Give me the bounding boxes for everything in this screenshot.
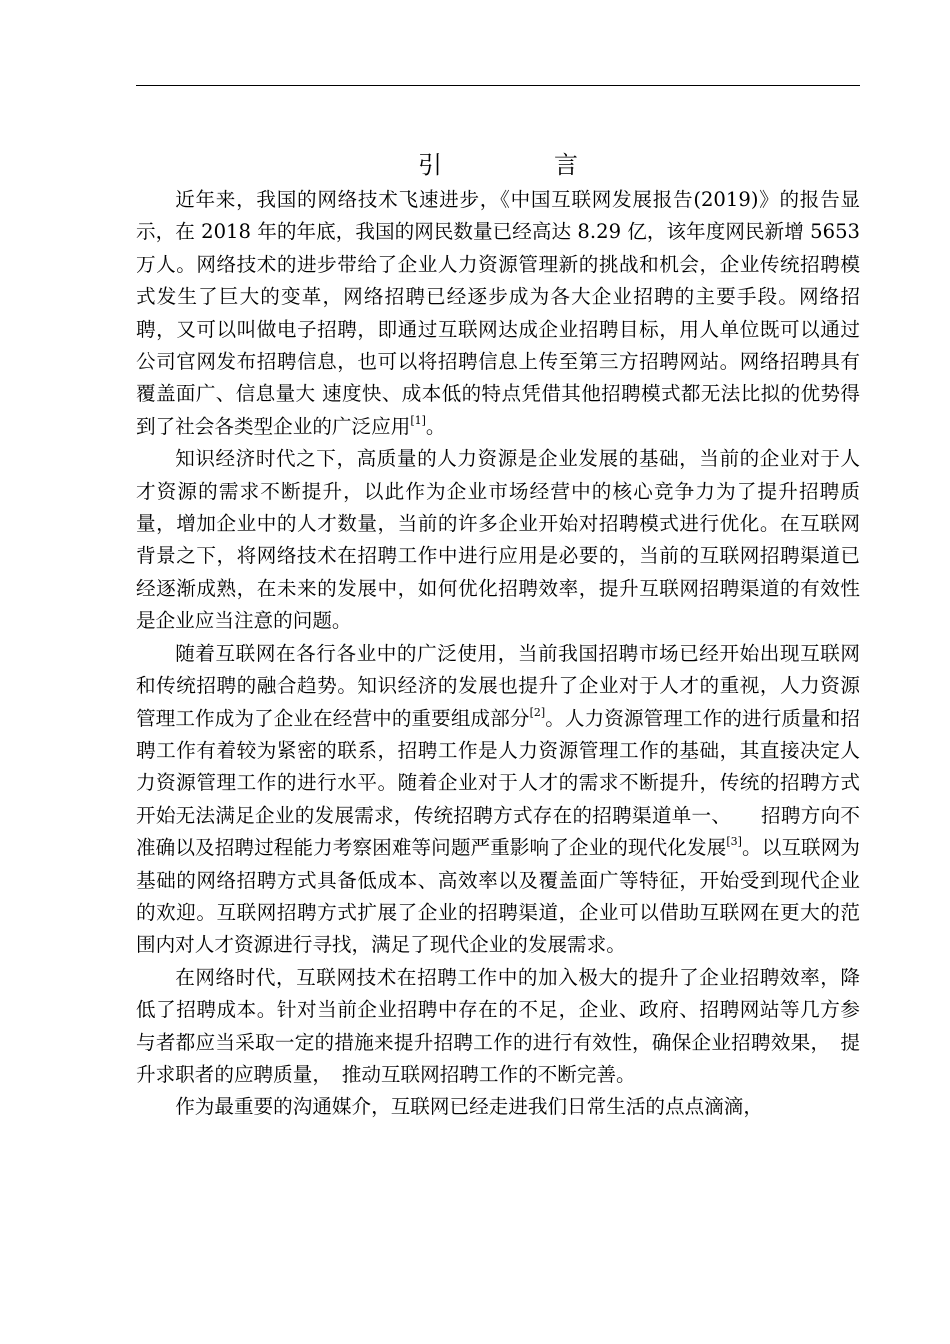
header-rule [136, 85, 860, 86]
paragraph-text: 在网络时代，互联网技术在招聘工作中的加入极大的提升了企业招聘效率，降低了招聘成本。针对当前企业招聘中存在的不足，企业、政府、招聘网站等几方参与者都应当采取一定的措施来提升招聘工作的进行有效性，确保企业招聘效果， 提升求职者的应聘质量， 推动互联网招聘工作的不断完善。 [136, 965, 860, 1086]
paragraph [136, 962, 860, 1092]
paragraph [136, 1091, 860, 1123]
citation-marker: [2] [529, 705, 546, 719]
paragraph-text: 知识经济时代之下，高质量的人力资源是企业发展的基础，当前的企业对于人才资源的需求不断提升，以此作为企业市场经营中的核心竞争力为了提升招聘质量，增加企业中的人才数量，当前的许多企业开始对招聘模式进行优化。在互联网背景之下，将网络技术在招聘工作中进行应用是必要的，当前的互联网招聘渠道已经逐渐成熟，在未来的发展中，如何优化招聘效率，提升互联网招聘渠道的有效性是企业应当注意的问题。 [136, 447, 860, 633]
paragraph [136, 638, 860, 962]
page-title: 引 言 [418, 151, 622, 179]
paragraph-text: 近年来，我国的网络技术飞速进步，《中国互联网发展报告(2019)》的报告显示，在 2018 年的年底，我国的网民数量已经高达 8.29 亿，该年度网民新增 5653 万人。网络技术的进步带给了企业人力资源管理新的挑战和机会，企业传统招聘模式发生了巨大的变革，网络招聘已经逐步成为各大企业招聘的主要手段。网络招聘，又可以叫做电子招聘，即通过互联网达成企业招聘目标，用人单位既可以通过公司官网发布招聘信息，也可以将招聘信息上传至第三方招聘网站。网络招聘具有覆盖面广、信息量大 速度快、成本低的特点凭借其他招聘模式都无法比拟的优势得到了社会各类型企业的广泛应用 [136, 188, 860, 438]
paragraph-text: 。 [425, 414, 446, 438]
citation-marker: [1] [410, 413, 426, 427]
paragraph-text: 随着互联网在各行各业中的广泛使用，当前我国招聘市场已经开始出现互联网和传统招聘的融合趋势。知识经济的发展也提升了企业对于人才的重视，人力资源管理工作成为了企业在经营中的重要组成部分 [136, 641, 860, 730]
body-text [136, 184, 860, 1124]
paragraph-text: 作为最重要的沟通媒介，互联网已经走进我们日常生活的点点滴滴， [175, 1095, 763, 1119]
paragraph-text: 。以互联网为基础的网络招聘方式具备低成本、高效率以及覆盖面广等特征，开始受到现代企业的欢迎。互联网招聘方式扩展了企业的招聘渠道，企业可以借助互联网在更大的范围内对人才资源进行寻找，满足了现代企业的发展需求。 [136, 836, 861, 957]
paragraph [136, 184, 860, 443]
paragraph [136, 443, 860, 637]
paragraph-text: 。人力资源管理工作的进行质量和招聘工作有着较为紧密的联系，招聘工作是人力资源管理工作的基础，其直接决定人力资源管理工作的进行水平。随着企业对于人才的需求不断提升，传统的招聘方式开始无法满足企业的发展需求，传统招聘方式存在的招聘渠道单一、 招聘方向不准确以及招聘过程能力考察困难等问题严重影响了企业的现代化发展 [136, 706, 861, 860]
citation-marker: [3] [726, 835, 742, 849]
